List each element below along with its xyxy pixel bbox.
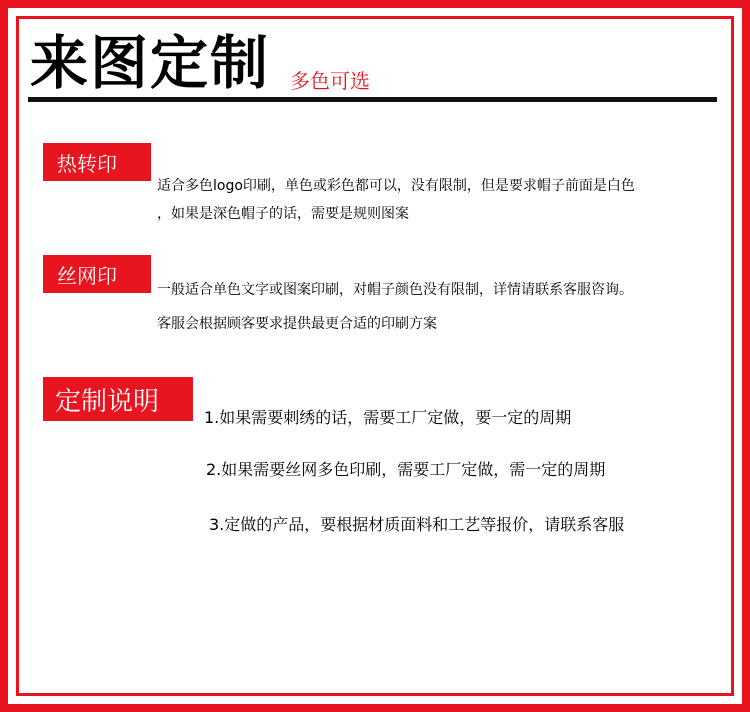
screen-print-label: 丝网印 bbox=[57, 263, 117, 288]
inner-red-border bbox=[16, 16, 734, 696]
screen-print-desc-line1: 一般适合单色文字或图案印刷，对帽子颜色没有限制，详情请联系客服咨询。 bbox=[157, 282, 633, 298]
heat-transfer-desc-line1: 适合多色logo印刷，单色或彩色都可以，没有限制，但是要求帽子前面是白色 bbox=[157, 178, 635, 194]
page-title: 来图定制 bbox=[30, 29, 271, 97]
heat-transfer-badge bbox=[43, 143, 151, 181]
custom-note-item: 2.如果需要丝网多色印刷，需要工厂定做，需一定的周期 bbox=[206, 460, 606, 479]
custom-notes-label: 定制说明 bbox=[55, 386, 160, 417]
custom-note-item: 3.定做的产品，要根据材质面料和工艺等报价，请联系客服 bbox=[209, 515, 625, 534]
screen-print-badge bbox=[43, 255, 151, 293]
custom-note-item: 1.如果需要刺绣的话，需要工厂定做，要一定的周期 bbox=[204, 408, 572, 427]
heat-transfer-desc-line2: ，如果是深色帽子的话，需要是规则图案 bbox=[157, 206, 409, 222]
page-subtitle: 多色可选 bbox=[290, 69, 370, 93]
screen-print-desc-line2: 客服会根据顾客要求提供最更合适的印刷方案 bbox=[157, 316, 437, 332]
heat-transfer-label: 热转印 bbox=[57, 151, 117, 176]
title-underline bbox=[28, 97, 717, 102]
custom-notes-badge bbox=[43, 377, 193, 421]
